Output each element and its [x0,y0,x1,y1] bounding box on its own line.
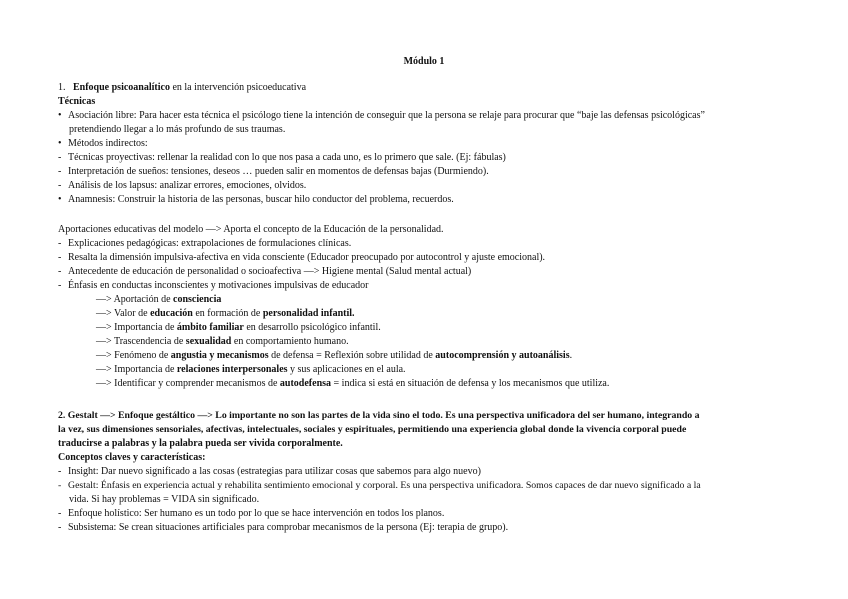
dash-marker: - [58,152,62,163]
section-2-heading-cont: traducirse a palabras y la palabra pueda ser vivida corporalmente. [58,438,343,449]
arrow-item: —> Importancia de ámbito familiar en desarrollo psicológico infantil. [96,322,381,333]
section-1-number: 1. [58,82,66,93]
list-item: - Antecedente de educación de personalidad o socioafectiva —> Higiene mental (Salud mental actual) [58,266,472,277]
section-1-heading [58,82,306,94]
list-item: - Subsistema: Se crean situaciones artificiales para comprobar mecanismos de la persona (Ej: terapia de grupo). [58,522,509,533]
list-item: - Insight: Dar nuevo significado a las cosas (estrategias para utilizar cosas que sabemos para algo nuevo) [58,466,481,477]
list-item: - Análisis de los lapsus: analizar errores, emociones, olvidos. [58,180,307,191]
dash-marker: - [58,522,62,533]
arrow-item: —> Identificar y comprender mecanismos de autodefensa = indica si está en situación de defensa y los mecanismos que utiliza. [96,378,610,389]
section-2-heading-cont: la vez, sus dimensiones sensoriales, afectivas, intelectuales, sociales y espirituales, permitiendo una experiencia global donde la vivencia corporal puede [58,424,687,435]
list-item: - Énfasis en conductas inconscientes y motivaciones impulsivas de educador [58,280,369,291]
section-1-title: Enfoque psicoanalítico [73,82,170,93]
bullet-icon: • [58,194,62,205]
arrow-item: —> Valor de educación en formación de personalidad infantil. [96,308,355,319]
arrow-item: —> Importancia de relaciones interpersonales y sus aplicaciones en el aula. [96,364,406,375]
list-item: - Gestalt: Énfasis en experiencia actual y rehabilita sentimiento emocional y corporal. Es una perspectiva unificadora. Somos capaces de dar nuevo significado a la [58,480,701,491]
page-title: Módulo 1 [403,56,445,67]
list-item: - Explicaciones pedagógicas: extrapolaciones de formulaciones clínicas. [58,238,352,249]
aportaciones-intro: Aportaciones educativas del modelo —> Aporta el concepto de la Educación de la personalidad. [58,224,444,235]
arrow-item: —> Trascendencia de sexualidad en comportamiento humano. [96,336,349,347]
conceptos-label: Conceptos claves y características: [58,452,206,463]
arrow-item: —> Aportación de consciencia [96,294,222,305]
list-item: • Anamnesis: Construir la historia de las personas, buscar hilo conductor del problema, recuerdos. [58,194,454,205]
arrow-item: —> Fenómeno de angustia y mecanismos de defensa = Reflexión sobre utilidad de autocomprensión y autoanálisis. [96,350,573,361]
bullet-icon: • [58,138,62,149]
dash-marker: - [58,238,62,249]
list-item: • Métodos indirectos: [58,138,148,149]
list-item: - Técnicas proyectivas: rellenar la realidad con lo que nos pasa a cada uno, es lo primero que sale. (Ej: fábulas) [58,152,506,163]
list-item: - Resalta la dimensión impulsiva-afectiva en vida consciente (Educador preocupado por autocontrol y ajuste emocional). [58,252,546,263]
dash-marker: - [58,466,62,477]
dash-marker: - [58,180,62,191]
dash-marker: - [58,280,62,291]
bullet-icon: • [58,110,62,121]
list-item: - Enfoque holístico: Ser humano es un todo por lo que se hace intervención en todos los planos. [58,508,445,519]
section-1-subtitle: en la intervención psicoeducativa [169,82,307,93]
dash-marker: - [58,480,62,491]
list-item: - Interpretación de sueños: tensiones, deseos … pueden salir en momentos de defensas bajas (Durmiendo). [58,166,489,177]
section-2-heading: 2. Gestalt —> Enfoque gestáltico —> Lo importante no son las partes de la vida sino el todo. Es una perspectiva unificadora del ser humano, integrando a [58,410,700,421]
list-item: • Asociación libre: Para hacer esta técnica el psicólogo tiene la intención de conseguir que la persona se relaje para procurar que “baje las defensas psicológicas” [58,110,705,121]
dash-marker: - [58,508,62,519]
list-item-continuation: vida. Si hay problemas = VIDA sin significado. [69,494,260,505]
dash-marker: - [58,252,62,263]
list-item-continuation: pretendiendo llegar a lo más profundo de sus traumas. [69,124,286,135]
dash-marker: - [58,266,62,277]
dash-marker: - [58,166,62,177]
tecnicas-label: Técnicas [58,96,96,107]
